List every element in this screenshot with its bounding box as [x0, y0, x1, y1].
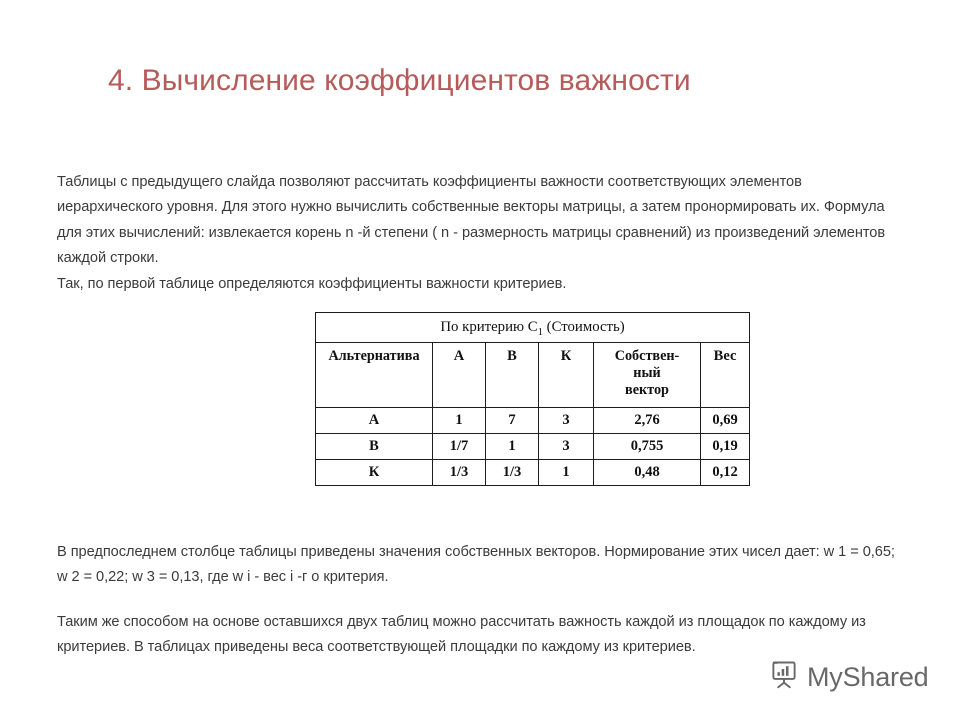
header-b: В — [486, 343, 539, 408]
table-caption — [316, 313, 750, 343]
cell-k: 3 — [539, 434, 594, 460]
page-title: 4. Вычисление коэффициентов важности — [108, 64, 691, 97]
table-row — [316, 408, 750, 434]
header-eigenvector-line-3: вектор — [625, 382, 669, 398]
criterion-table-container — [315, 312, 749, 486]
myshared-watermark-label: MyShared — [807, 662, 929, 692]
cell-eigenvector: 0,755 — [594, 434, 701, 460]
body-text-top — [57, 170, 907, 297]
cell-a: 1/7 — [433, 434, 486, 460]
header-alternative: Альтернатива — [316, 343, 433, 408]
header-k: К — [539, 343, 594, 408]
row-label: К — [316, 460, 433, 486]
paragraph-4: Таким же способом на основе оставшихся двух таблиц можно рассчитать важность каждой из площадок по каждому из критериев. В таблицах приведены веса соответствующей площадки по каждому из критериев. — [57, 614, 866, 656]
cell-eigenvector: 2,76 — [594, 408, 701, 434]
presentation-chart-icon — [770, 660, 800, 695]
cell-b: 1 — [486, 434, 539, 460]
table-caption-suffix: (Стоимость) — [542, 319, 625, 335]
header-eigenvector-line-2: ный — [633, 365, 661, 381]
header-eigenvector-line-1: Собствен- — [614, 348, 680, 364]
table-row — [316, 460, 750, 486]
row-label: В — [316, 434, 433, 460]
paragraph-3: В предпоследнем столбце таблицы приведены значения собственных векторов. Нормирование этих чисел дает: w 1 = 0,65; w 2 = 0,22; w 3 = 0,13, где w i - вес i -г о критерия. — [57, 544, 895, 586]
table-header-row — [316, 343, 750, 408]
myshared-watermark — [770, 660, 928, 695]
cell-a: 1 — [433, 408, 486, 434]
cell-weight: 0,19 — [701, 434, 750, 460]
body-text-bottom-2 — [57, 610, 907, 661]
cell-b: 1/3 — [486, 460, 539, 486]
table-caption-row — [316, 313, 750, 343]
cell-k: 3 — [539, 408, 594, 434]
header-eigenvector — [594, 343, 701, 408]
cell-weight: 0,69 — [701, 408, 750, 434]
cell-k: 1 — [539, 460, 594, 486]
criterion-table — [315, 312, 750, 486]
table-row — [316, 434, 750, 460]
header-a: А — [433, 343, 486, 408]
cell-b: 7 — [486, 408, 539, 434]
paragraph-2: Так, по первой таблице определяются коэффициенты важности критериев. — [57, 275, 567, 292]
header-weight: Вес — [701, 343, 750, 408]
row-label: А — [316, 408, 433, 434]
paragraph-1: Таблицы с предыдущего слайда позволяют рассчитать коэффициенты важности соответствующих элементов иерархического уровня. Для этого нужно вычислить собственные векторы матрицы, а затем пронормировать их. Формула для этих вычислений: извлекается корень n -й степени ( n - размерность матрицы сравнений) из произведений элементов каждой строки. — [57, 174, 886, 267]
cell-a: 1/3 — [433, 460, 486, 486]
cell-eigenvector: 0,48 — [594, 460, 701, 486]
body-text-bottom — [57, 540, 907, 591]
cell-weight: 0,12 — [701, 460, 750, 486]
table-caption-subscript: 1 — [537, 326, 543, 338]
table-caption-prefix: По критерию C — [440, 319, 538, 335]
